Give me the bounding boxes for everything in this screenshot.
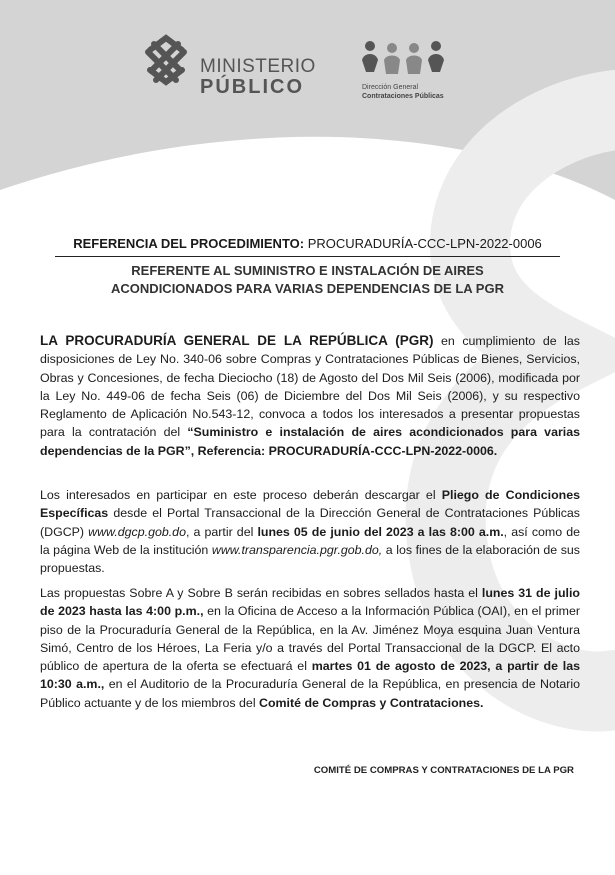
paragraph-convocation [40, 332, 580, 460]
procedure-reference [55, 236, 560, 251]
institution-url: www.transparencia.pgr.gob.do, [211, 542, 383, 557]
paragraph-text: a los fines de la elaboración de sus propuestas. [40, 542, 581, 576]
paragraph-submission [40, 584, 580, 712]
institution-name: LA PROCURADURÍA GENERAL DE LA REPÚBLICA (PGR) [40, 333, 434, 348]
paragraph-text: Los interesados en participar en este proceso deberán descargar el [40, 488, 442, 502]
paragraph-text: , a partir del [185, 524, 258, 539]
dgcp-people-icon [360, 38, 446, 80]
dgcp-logo-line-1: Dirección General [362, 84, 419, 91]
divider [55, 256, 560, 257]
document-name: Pliego de Condiciones Específicas [40, 488, 581, 521]
paragraph-text: desde el Portal Transaccional de la Dirección General de Contrataciones Públicas (DGCP) [40, 506, 580, 539]
availability-date: lunes 05 de junio del 2023 a las 8:00 a.m. [257, 524, 504, 539]
logo-line-2: PÚBLICO [200, 76, 304, 98]
logo-line-1: MINISTERIO [200, 56, 316, 77]
paragraph-text: Las propuestas Sobre A y Sobre B serán recibidas en sobres sellados hasta el [40, 586, 482, 600]
ministerio-publico-logo [140, 34, 316, 98]
paragraph-text: en el Auditorio de la Procuraduría General de la República, en presencia de Notario Público actuante y de los miembros del [40, 677, 580, 710]
submission-deadline: lunes 31 de julio de 2023 hasta las 4:00 p.m., [40, 586, 580, 619]
dgcp-logo [360, 38, 470, 102]
subject-line-2: ACONDICIONADOS PARA VARIAS DEPENDENCIAS DE LA PGR [111, 281, 504, 296]
paragraph-text: en cumplimiento de las disposiciones de Ley No. 340-06 sobre Compras y Contrataciones Públicas de Bienes, Servicios, Obras y Concesiones, de fecha Dieciocho (18) de Agosto del Dos Mil Seis (2006), modificada por la Ley No. 449-06 de fecha Seis (06) de Diciembre del Dos Mil Seis (2006), y su respectivo Reglamento de Aplicación No.543-12, convoca a todos los interesados a presentar propuestas para la contratación del [40, 334, 580, 440]
opening-date: martes 01 de agosto de 2023, a partir de las 10:30 a.m., [40, 659, 580, 692]
signature: COMITÉ DE COMPRAS Y CONTRATACIONES DE LA PGR [313, 765, 574, 776]
dgcp-logo-line-2: Contrataciones Públicas [362, 93, 444, 100]
paragraph-text: , así como de la página Web de la institución [40, 524, 581, 557]
procedure-title: “Suministro e instalación de aires acondicionados para varias dependencias de la PGR”, Referencia: PROCURADURÍA-CCC-LPN-2022-0006. [40, 425, 581, 458]
paragraph-text: en la Oficina de Acceso a la Información Pública (OAI), en el primer piso de la Procuraduría General de la República, en la Av. Jiménez Moya esquina Juan Ventura Simó, Centro de los Héroes, La Feria y/o a través del Portal Transaccional de la DGCP. El acto público de apertura de la oferta se efectuará el [40, 604, 580, 674]
subject-line-1: REFERENTE AL SUMINISTRO E INSTALACIÓN DE AIRES [131, 263, 484, 278]
dgcp-url: www.dgcp.gob.do [88, 524, 186, 539]
reference-label: REFERENCIA DEL PROCEDIMIENTO: [73, 236, 305, 251]
ministerio-publico-knot-icon [140, 34, 192, 86]
reference-code: PROCURADURÍA-CCC-LPN-2022-0006 [307, 236, 542, 251]
reference-subject [55, 262, 560, 298]
committee-name: Comité de Compras y Contrataciones. [259, 695, 484, 710]
paragraph-download [40, 486, 580, 577]
